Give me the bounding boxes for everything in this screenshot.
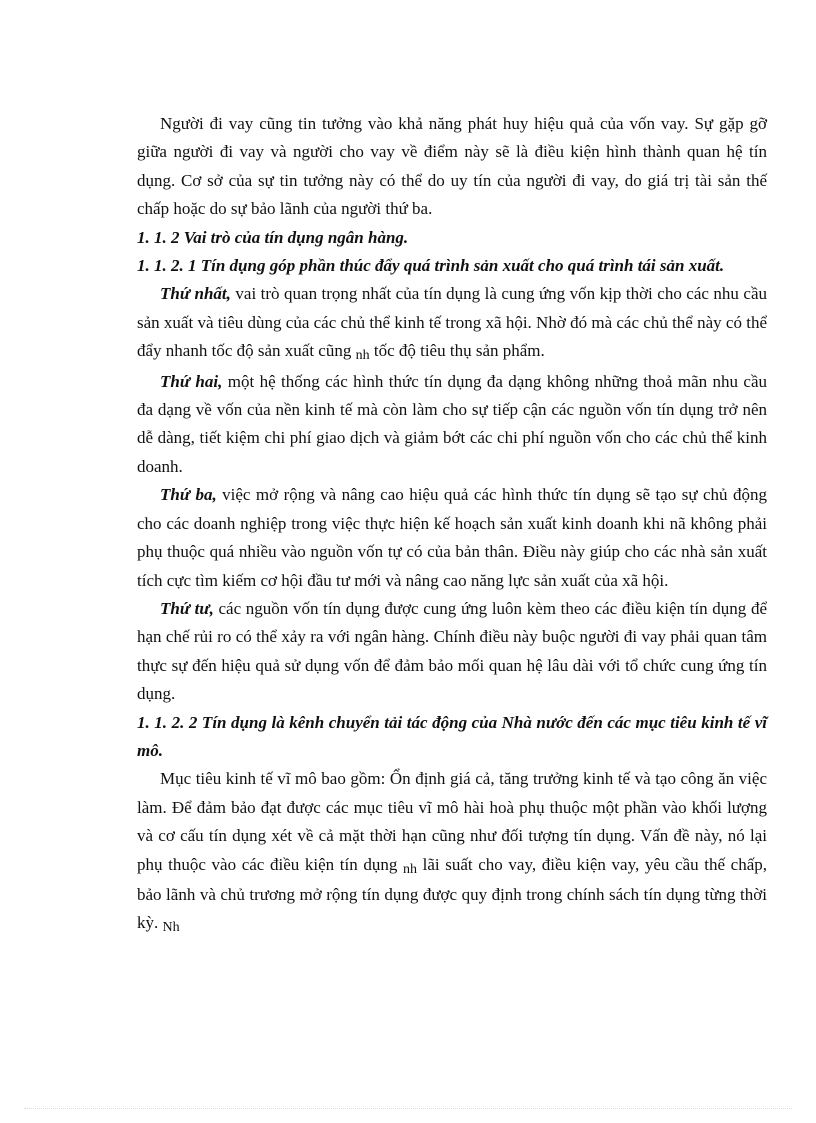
section-heading-1-1-2-1: 1. 1. 2. 1 Tín dụng góp phần thúc đẩy quá trình sản xuất cho quá trình tái sản xuất. <box>137 256 725 276</box>
text-fragment-nh: nh <box>355 348 370 364</box>
paragraph-thu-hai <box>137 368 767 482</box>
paragraph-muc-tieu-text-b: lãi suất cho vay, điều kiện vay, yêu cầu thế chấp, bảo lãnh và chủ trương mở rộng tín dụng được quy định trong chính sách tín dụng từng thời kỳ. <box>137 854 768 933</box>
text-fragment-nh-2: nh <box>402 861 417 877</box>
paragraph-thu-ba <box>137 481 767 595</box>
section-heading-1-1-2: 1. 1. 2 Vai trò của tín dụng ngân hàng. <box>137 227 409 247</box>
paragraph-thu-tu <box>137 595 767 709</box>
paragraph-lead-thu-tu: Thứ tư, <box>160 598 214 618</box>
paragraph-thu-tu-text: các nguồn vốn tín dụng được cung ứng luôn kèm theo các điều kiện tín dụng để hạn chế rủi ro có thể xảy ra với ngân hàng. Chính điều này buộc người đi vay phải quan tâm thực sự đến hiệu quả sử dụng vốn để đảm bảo mối quan hệ lâu dài với tổ chức cung ứng tín dụng. <box>137 598 767 704</box>
document-body <box>137 110 767 940</box>
paragraph-lead-thu-nhat: Thứ nhất, <box>160 284 231 304</box>
paragraph-thu-hai-text: một hệ thống các hình thức tín dụng đa dạng không những thoả mãn nhu cầu đa dạng về vốn của nền kinh tế mà còn làm cho sự tiếp cận các nguồn vốn tín dụng trở nên dễ dàng, tiết kiệm chi phí giao dịch và giảm bớt các chi phí nguồn vốn cho các chủ thể kinh doanh. <box>137 371 767 476</box>
paragraph-thu-nhat <box>137 280 767 367</box>
page-bottom-border <box>24 1108 792 1109</box>
paragraph-lead-thu-hai: Thứ hai, <box>160 371 223 391</box>
paragraph-muc-tieu <box>137 765 767 939</box>
paragraph-lead-thu-ba: Thứ ba, <box>160 485 217 505</box>
paragraph-1 <box>137 110 767 224</box>
paragraph-1-text: Người đi vay cũng tin tưởng vào khả năng phát huy hiệu quả của vốn vay. Sự gặp gỡ giữa người đi vay và người cho vay về điểm này sẽ là điều kiện hình thành quan hệ tín dụng. Cơ sở của sự tin tưởng này có thể do uy tín của người đi vay, do giá trị tài sản thế chấp hoặc do sự bảo lãnh của người thứ ba. <box>137 114 767 219</box>
text-fragment-nh-3: Nh <box>162 920 180 936</box>
paragraph-thu-nhat-text-a: vai trò quan trọng nhất của tín dụng là cung ứng vốn kịp thời cho các nhu cầu sản xuất và tiêu dùng của các chủ thể kinh tế trong xã hội. Nhờ đó mà các chủ thể này có thể đẩy nhanh tốc độ sản xuất cũng <box>137 284 768 361</box>
paragraph-muc-tieu-text-a: Mục tiêu kinh tế vĩ mô bao gồm: Ổn định giá cả, tăng trưởng kinh tế và tạo công ăn việc làm. Để đảm bảo đạt được các mục tiêu vĩ mô hài hoà phụ thuộc một phần vào khối lượng và cơ cấu tín dụng xét về cả mặt thời hạn cũng như đối tượng tín dụng. Vấn đề này, nó lại phụ thuộc vào các điều kiện tín dụng <box>137 769 767 874</box>
paragraph-thu-nhat-text-b: tốc độ tiêu thụ sản phẩm. <box>369 341 545 361</box>
paragraph-thu-ba-text: việc mở rộng và nâng cao hiệu quả các hình thức tín dụng sẽ tạo sự chủ động cho các doanh nghiệp trong việc thực hiện kế hoạch sản xuất kinh doanh khi nã không phải phụ thuộc quá nhiều vào nguồn vốn tự có của bản thân. Điều này giúp cho các nhà sản xuất tích cực tìm kiếm cơ hội đầu tư mới và nâng cao năng lực sản xuất của xã hội. <box>137 485 767 590</box>
section-heading-1-1-2-2: 1. 1. 2. 2 Tín dụng là kênh chuyển tải tác động của Nhà nước đến các mục tiêu kinh tế vĩ mô. <box>137 712 767 760</box>
